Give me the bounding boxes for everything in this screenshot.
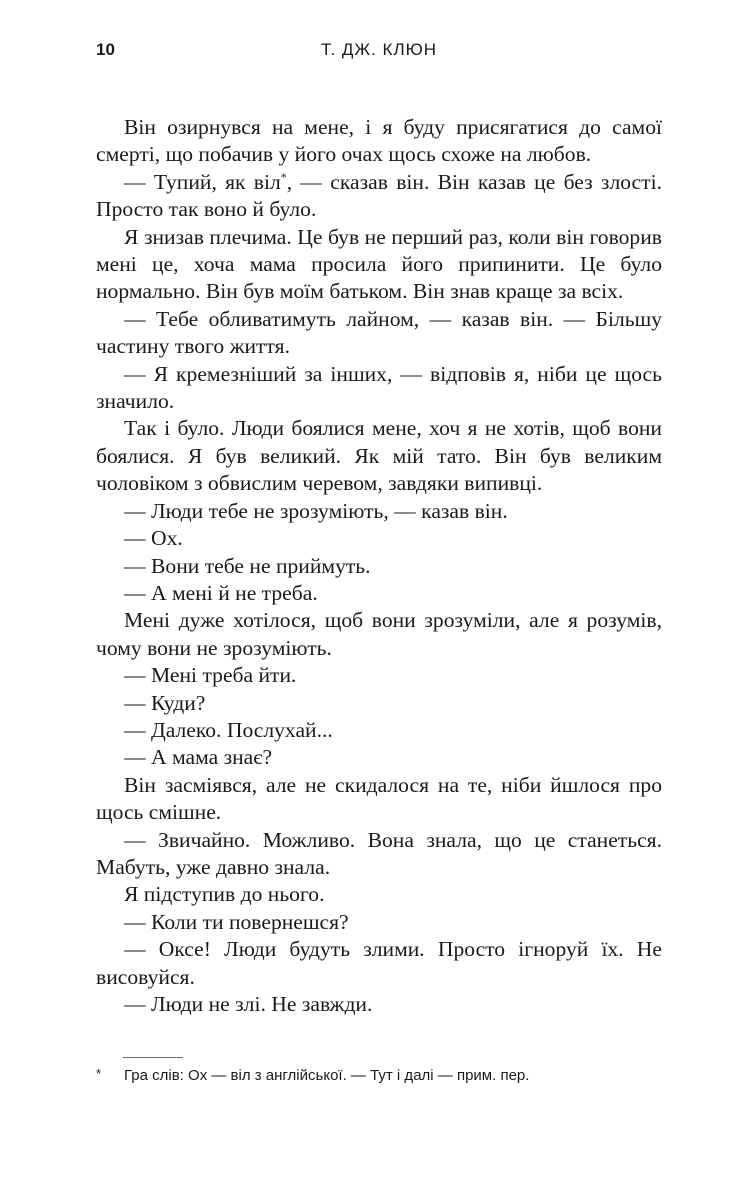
paragraph: Я знизав плечима. Це був не перший раз, коли він говорив мені це, хоча мама просила його припинити. Це було нормально. Він був моїм батьком. Він знав краще за всіх.	[96, 224, 662, 304]
paragraph: — Далеко. Послухай...	[124, 717, 333, 742]
paragraph: Так і було. Люди боялися мене, хоч я не хотів, щоб вони боялися. Я був великий. Як мій тато. Він був великим чоловіком з обвислим черевом, завдяки випивці.	[96, 416, 662, 496]
paragraph: — Звичайно. Можливо. Вона знала, що це станеться. Мабуть, уже давно знала.	[96, 827, 662, 879]
paragraph: — Тебе обливатимуть лайном, — казав він. — Більшу частину твого життя.	[96, 306, 662, 359]
paragraph-text: — Тупий, як віл	[124, 169, 281, 194]
paragraph: — Я кремезніший за інших, — відповів я, ніби це щось значило.	[96, 361, 662, 414]
paragraph: — Куди?	[124, 690, 206, 715]
paragraph-text: , — сказав він. Він казав це без злості. Просто так воно й було.	[96, 169, 662, 222]
page-number: 10	[96, 40, 115, 59]
paragraph: — Оксе! Люди будуть злими. Просто ігноруй їх. Не висовуйся.	[96, 937, 662, 989]
paragraph: — Коли ти повернешся?	[124, 909, 349, 934]
footnote-text: Гра слів: Ox — віл з англійської. — Тут і далі — прим. пер.	[124, 1067, 530, 1084]
paragraph: — Вони тебе не приймуть.	[124, 553, 371, 578]
footnote-divider	[123, 1057, 183, 1058]
page-header	[96, 40, 662, 66]
paragraph: — Люди не злі. Не завжди.	[124, 992, 373, 1016]
paragraph: Мені дуже хотілося, щоб вони зрозуміли, але я розумів, чому вони не зрозуміють.	[96, 608, 662, 660]
body-text	[96, 114, 662, 1018]
paragraph: Він озирнувся на мене, і я буду присягатися до самої смерті, що побачив у його очах щось схоже на любов.	[96, 115, 662, 167]
footnote-reference: *	[280, 169, 287, 184]
paragraph: — А мені й не треба.	[124, 580, 318, 605]
paragraph: — А мама знає?	[124, 745, 273, 770]
paragraph: — Люди тебе не зрозуміють, — казав він.	[124, 498, 508, 523]
paragraph: — Мені треба йти.	[124, 663, 297, 688]
paragraph	[96, 169, 662, 224]
paragraph: Я підступив до нього.	[124, 882, 325, 907]
paragraph: Він засміявся, але не скидалося на те, ніби йшлося про щось смішне.	[96, 772, 662, 825]
paragraph: — Ох.	[124, 526, 183, 551]
footnote-marker: *	[96, 1066, 102, 1081]
running-head: Т. ДЖ. КЛЮН	[320, 40, 438, 59]
